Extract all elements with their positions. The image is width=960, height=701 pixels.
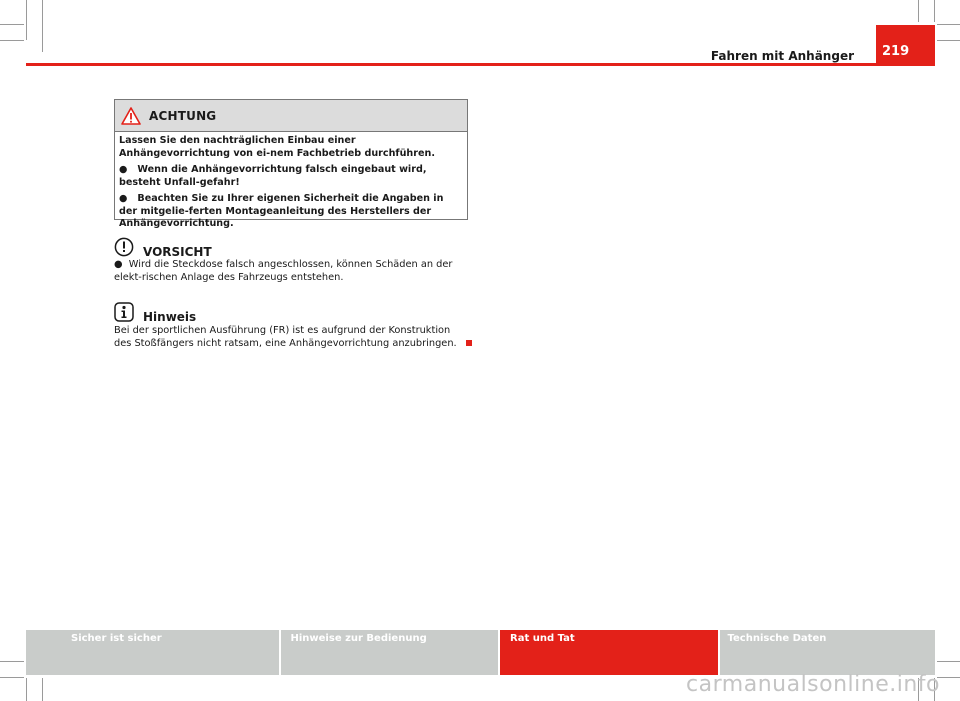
note-title: Hinweis — [143, 310, 197, 324]
page-number: 219 — [876, 25, 935, 66]
info-icon — [114, 302, 134, 322]
nav-tab-technische-daten[interactable]: Technische Daten — [720, 630, 936, 675]
crop-mark — [0, 661, 24, 662]
watermark: carmanualsonline.info — [686, 672, 940, 697]
crop-mark — [0, 677, 24, 678]
footer-navigation — [26, 630, 935, 675]
crop-mark — [42, 678, 43, 701]
crop-mark — [937, 661, 960, 662]
caution-heading — [114, 235, 212, 259]
warning-box — [114, 99, 468, 229]
note-paragraph: Bei der sportlichen Ausführung (FR) ist es aufgrund der Konstruktion des Stoßfängers nicht ratsam, eine Anhängevorrichtung anzubringen. — [114, 325, 457, 349]
caution-paragraph: ● Wird die Steckdose falsch angeschlossen, können Schäden an der elekt-rischen Anlage des Fahrzeugs entstehen. — [114, 259, 453, 283]
warning-body — [115, 132, 467, 231]
chapter-title: Fahren mit Anhänger — [710, 49, 854, 63]
crop-mark — [26, 0, 27, 40]
caution-title: VORSICHT — [143, 245, 212, 259]
crop-mark — [937, 40, 960, 41]
warning-paragraph: ● Wenn die Anhängevorrichtung falsch eingebaut wird, besteht Unfall-gefahr! — [119, 164, 427, 188]
warning-paragraph: ● Beachten Sie zu Ihrer eigenen Sicherheit die Angaben in der mitgelie-ferten Montageanleitung des Herstellers der Anhängevorrichtung. — [119, 193, 444, 229]
crop-mark — [0, 40, 24, 41]
caution-exclamation-icon — [114, 237, 134, 257]
warning-box-header — [115, 100, 467, 132]
warning-triangle-icon — [121, 107, 141, 125]
crop-mark — [937, 677, 960, 678]
crop-mark — [42, 0, 43, 52]
header-rule — [26, 63, 935, 66]
warning-title: ACHTUNG — [149, 108, 217, 123]
note-text — [114, 324, 470, 350]
section-end-marker — [466, 340, 472, 346]
crop-mark — [934, 0, 935, 22]
crop-mark — [0, 24, 24, 25]
nav-tab-hinweise-zur-bedienung[interactable]: Hinweise zur Bedienung — [281, 630, 499, 675]
nav-tab-rat-und-tat[interactable]: Rat und Tat — [500, 630, 718, 675]
crop-mark — [26, 678, 27, 701]
note-heading — [114, 300, 196, 324]
warning-paragraph: Lassen Sie den nachträglichen Einbau einer Anhängevorrichtung von ei-nem Fachbetrieb durchführen. — [119, 135, 435, 159]
caution-text — [114, 258, 470, 284]
crop-mark — [937, 24, 960, 25]
nav-tab-sicher-ist-sicher[interactable]: Sicher ist sicher — [26, 630, 279, 675]
crop-mark — [918, 0, 919, 22]
